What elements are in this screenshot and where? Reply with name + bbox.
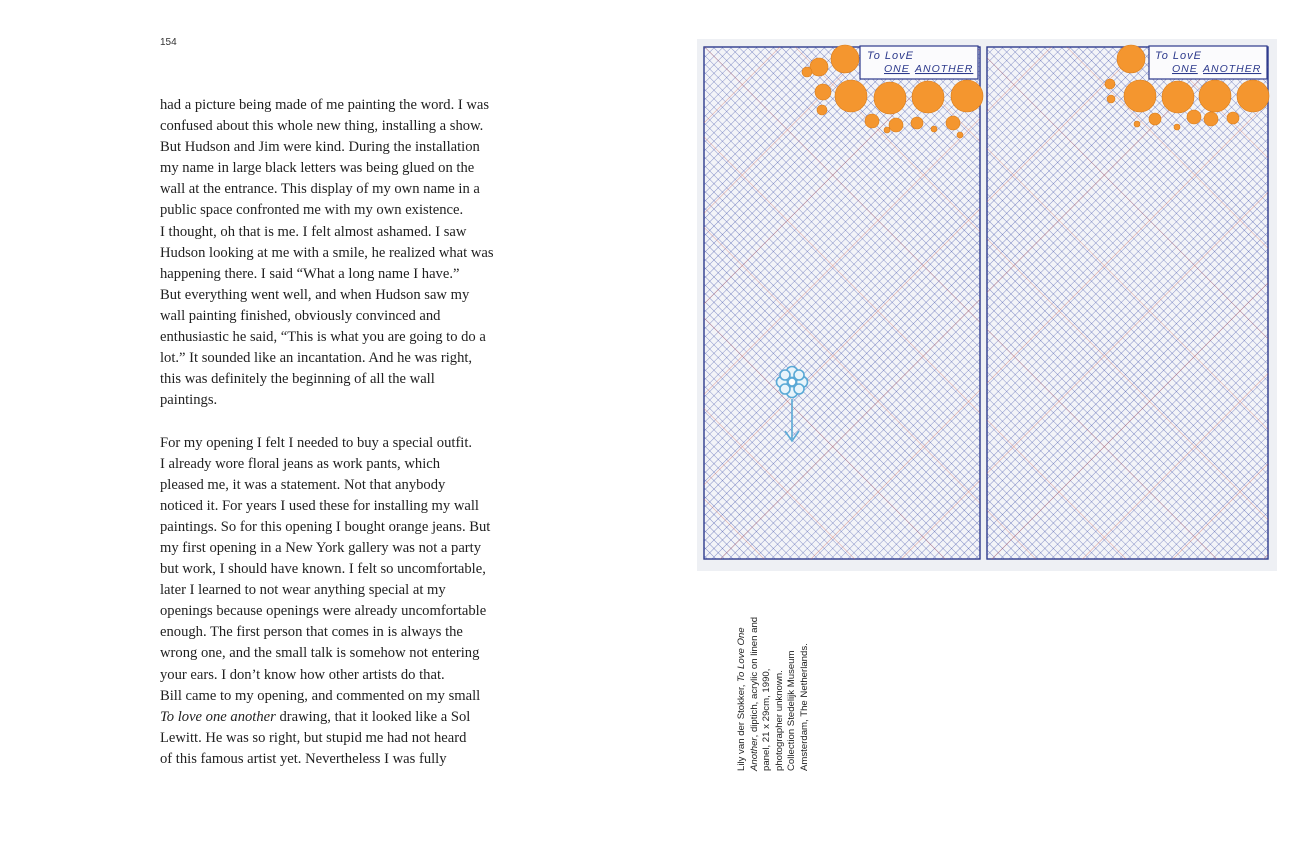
body-text [160,95,540,770]
body-line: Bill came to my opening, and commented on my small [160,687,481,704]
caption-line-2 [749,606,762,771]
body-line: happening there. I said “What a long name I have.” [160,265,460,282]
body-line: I thought, oh that is me. I felt almost ashamed. I saw [160,223,467,240]
body-line-italic [160,707,540,728]
caption-title-part2: Another [748,737,760,771]
body-line: I already wore floral jeans as work pants, which [160,455,441,472]
body-line: confused about this whole new thing, installing a show. [160,118,484,135]
body-line: paintings. [160,392,218,409]
body-line: later I learned to not wear anything special at my [160,582,446,599]
body-line: had a picture being made of me painting the word. I was [160,97,490,113]
body-line: enthusiastic he said, “This is what you are going to do a [160,329,486,346]
paragraph-gap [160,411,540,432]
body-line-rest: drawing, that it looked like a Sol [275,708,471,725]
body-line: wall painting finished, obviously convinced and [160,307,441,324]
caption-artist: Lily van der Stokker, [736,681,747,771]
artwork-panel-right [987,45,1269,559]
caption-line-5: Collection Stedelijk Museum [786,650,798,771]
body-line: your ears. I don’t know how other artists do that. [160,666,445,683]
caption-line-4: photographer unknown. [773,670,785,771]
body-line: wall at the entrance. This display of my own name in a [160,181,480,198]
artwork-panel-left [704,45,983,559]
page-number: 154 [160,37,177,48]
body-line: this was definitely the beginning of all the wall [160,371,435,388]
body-line: enough. The first person that comes in is always the [160,624,463,641]
panel-left-text-line2b: ANOTHER [915,63,974,75]
artwork-image [697,39,1277,571]
body-line: pleased me, it was a statement. Not that anybody [160,476,446,493]
body-line: public space confronted me with my own existence. [160,202,464,219]
body-line: of this famous artist yet. Nevertheless I was fully [160,750,447,767]
paragraph-1 [160,95,540,411]
body-line: Lewitt. He was so right, but stupid me had not heard [160,729,467,746]
caption-title-part1: To Love One [736,627,747,682]
body-line: But Hudson and Jim were kind. During the installation [160,139,480,156]
artwork-title-italic: To love one another [160,708,276,725]
body-line: my first opening in a New York gallery was not a party [160,539,482,556]
caption-line-1 [736,606,749,771]
body-line: openings because openings were already uncomfortable [160,603,487,620]
paragraph-2 [160,433,540,707]
body-line: But everything went well, and when Hudson saw my [160,286,470,303]
body-line: wrong one, and the small talk is somehow not entering [160,645,480,662]
artwork-svg [697,39,1277,571]
panel-right-text-line1: To LovE [1155,50,1202,62]
body-line: my name in large black letters was being glued on the [160,160,475,177]
caption-line-3: panel, 21 x 29cm, 1990, [761,668,773,771]
panel-left-text-line1: To LovE [867,50,914,62]
paragraph-2-end [160,728,540,770]
figure-caption [736,606,812,771]
body-line: but work, I should have known. I felt so uncomfortable, [160,561,486,578]
body-line: paintings. So for this opening I bought orange jeans. But [160,518,491,535]
body-line: noticed it. For years I used these for installing my wall [160,497,479,514]
caption-line-6: Amsterdam, The Netherlands. [798,643,810,771]
caption-details: , diptich, acrylic on linen and [748,616,760,738]
panel-left-text-line2a: ONE [884,63,910,75]
body-line: lot.” It sounded like an incantation. And he was right, [160,350,473,367]
body-line: Hudson looking at me with a smile, he realized what was [160,244,494,261]
body-line: For my opening I felt I needed to buy a special outfit. [160,434,473,451]
panel-right-text-line2a: ONE [1172,63,1198,75]
panel-right-text-line2b: ANOTHER [1203,63,1262,75]
